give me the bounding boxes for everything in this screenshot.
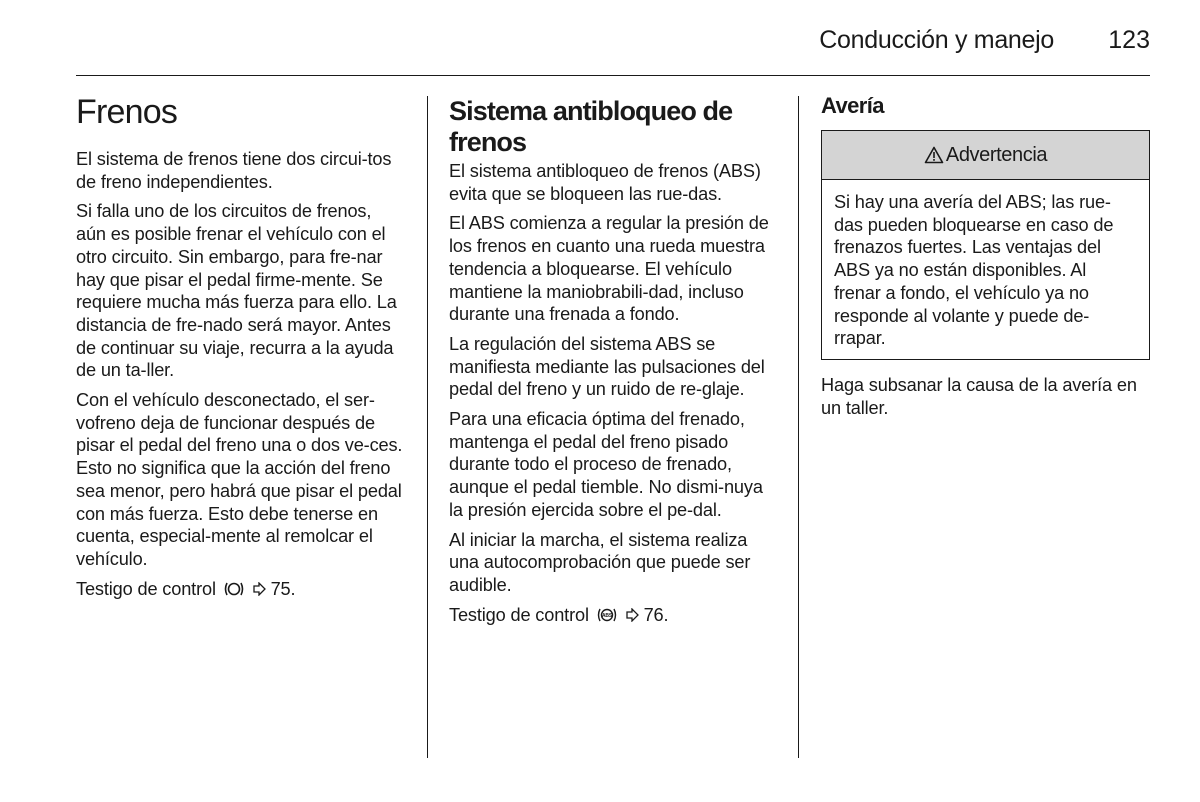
page-header <box>76 24 1150 56</box>
header-divider <box>76 75 1150 76</box>
paragraph: Con el vehículo desconectado, el ser-vofreno deja de funcionar después de pisar el pedal del freno una o dos ve-ces. Esto no significa que la acción del freno sea menor, pero habrá que pisar el pedal con más fuerza. Esto debe tenerse en cuenta, especial-mente al remolcar el vehículo. <box>76 390 403 569</box>
column-divider <box>427 96 428 758</box>
warning-text: Si hay una avería del ABS; las rue-das pueden bloquearse en caso de frenazos fuertes. Las ventajas del ABS ya no están disponibles. Al frenar a fondo, el vehículo ya no responde al volante y puede de-rrapar. <box>834 192 1114 349</box>
reference-label: Testigo de control <box>449 604 589 625</box>
paragraph: Para una eficacia óptima del frenado, mantenga el pedal del freno pisado durante todo el proceso de frenado, aunque el pedal tiemble. No dismi-nuya la presión ejercida sobre el pe-dal. <box>449 409 763 520</box>
paragraph: El sistema de frenos tiene dos circui-tos de freno independientes. <box>76 149 392 192</box>
warning-box <box>821 130 1150 360</box>
column-averia <box>821 92 1150 426</box>
page-number: 123 <box>1108 26 1150 54</box>
column-divider <box>798 96 799 758</box>
svg-text:ABS: ABS <box>601 612 612 619</box>
heading-averia: Avería <box>821 93 884 118</box>
control-light-reference <box>449 604 779 627</box>
warning-header <box>822 131 1149 180</box>
warning-body <box>822 180 1149 359</box>
warning-triangle-icon <box>924 146 944 164</box>
abs-warning-icon <box>596 606 618 624</box>
paragraph: El sistema antibloqueo de frenos (ABS) evita que se bloqueen las rue-das. <box>449 161 761 204</box>
reference-page[interactable]: 75. <box>270 578 296 599</box>
column-abs <box>449 92 779 633</box>
page-reference-arrow-icon[interactable] <box>625 608 639 622</box>
paragraph: Si falla uno de los circuitos de frenos, aún es posible frenar el vehículo con el otro circuito. Sin embargo, para fre-nar hay que pisar el pedal firme-mente. Se requiere mucha más fuerza para ello. La distancia de fre-nado será mayor. Antes de continuar su viaje, recurra a la ayuda de un ta-ller. <box>76 201 397 381</box>
paragraph: Haga subsanar la causa de la avería en un taller. <box>821 374 1137 418</box>
control-light-reference <box>76 578 406 601</box>
section-title: Conducción y manejo <box>819 26 1054 54</box>
reference-page[interactable]: 76. <box>643 604 669 625</box>
reference-label: Testigo de control <box>76 578 216 599</box>
heading-abs: Sistema antibloqueo de frenos <box>449 96 733 157</box>
page-reference-arrow-icon[interactable] <box>252 582 266 596</box>
paragraph: La regulación del sistema ABS se manifiesta mediante las pulsaciones del pedal del freno y un ruido de re-glaje. <box>449 333 765 400</box>
column-frenos <box>76 92 406 607</box>
paragraph: Al iniciar la marcha, el sistema realiza una autocomprobación que puede ser audible. <box>449 529 751 595</box>
paragraph: El ABS comienza a regular la presión de los frenos en cuanto una rueda muestra tendencia a bloquearse. El vehículo mantiene la maniobrabili-dad, incluso durante una frenada a fondo. <box>449 213 769 325</box>
warning-title: Advertencia <box>945 143 1048 166</box>
heading-frenos: Frenos <box>76 93 178 131</box>
brake-warning-icon <box>223 580 245 598</box>
